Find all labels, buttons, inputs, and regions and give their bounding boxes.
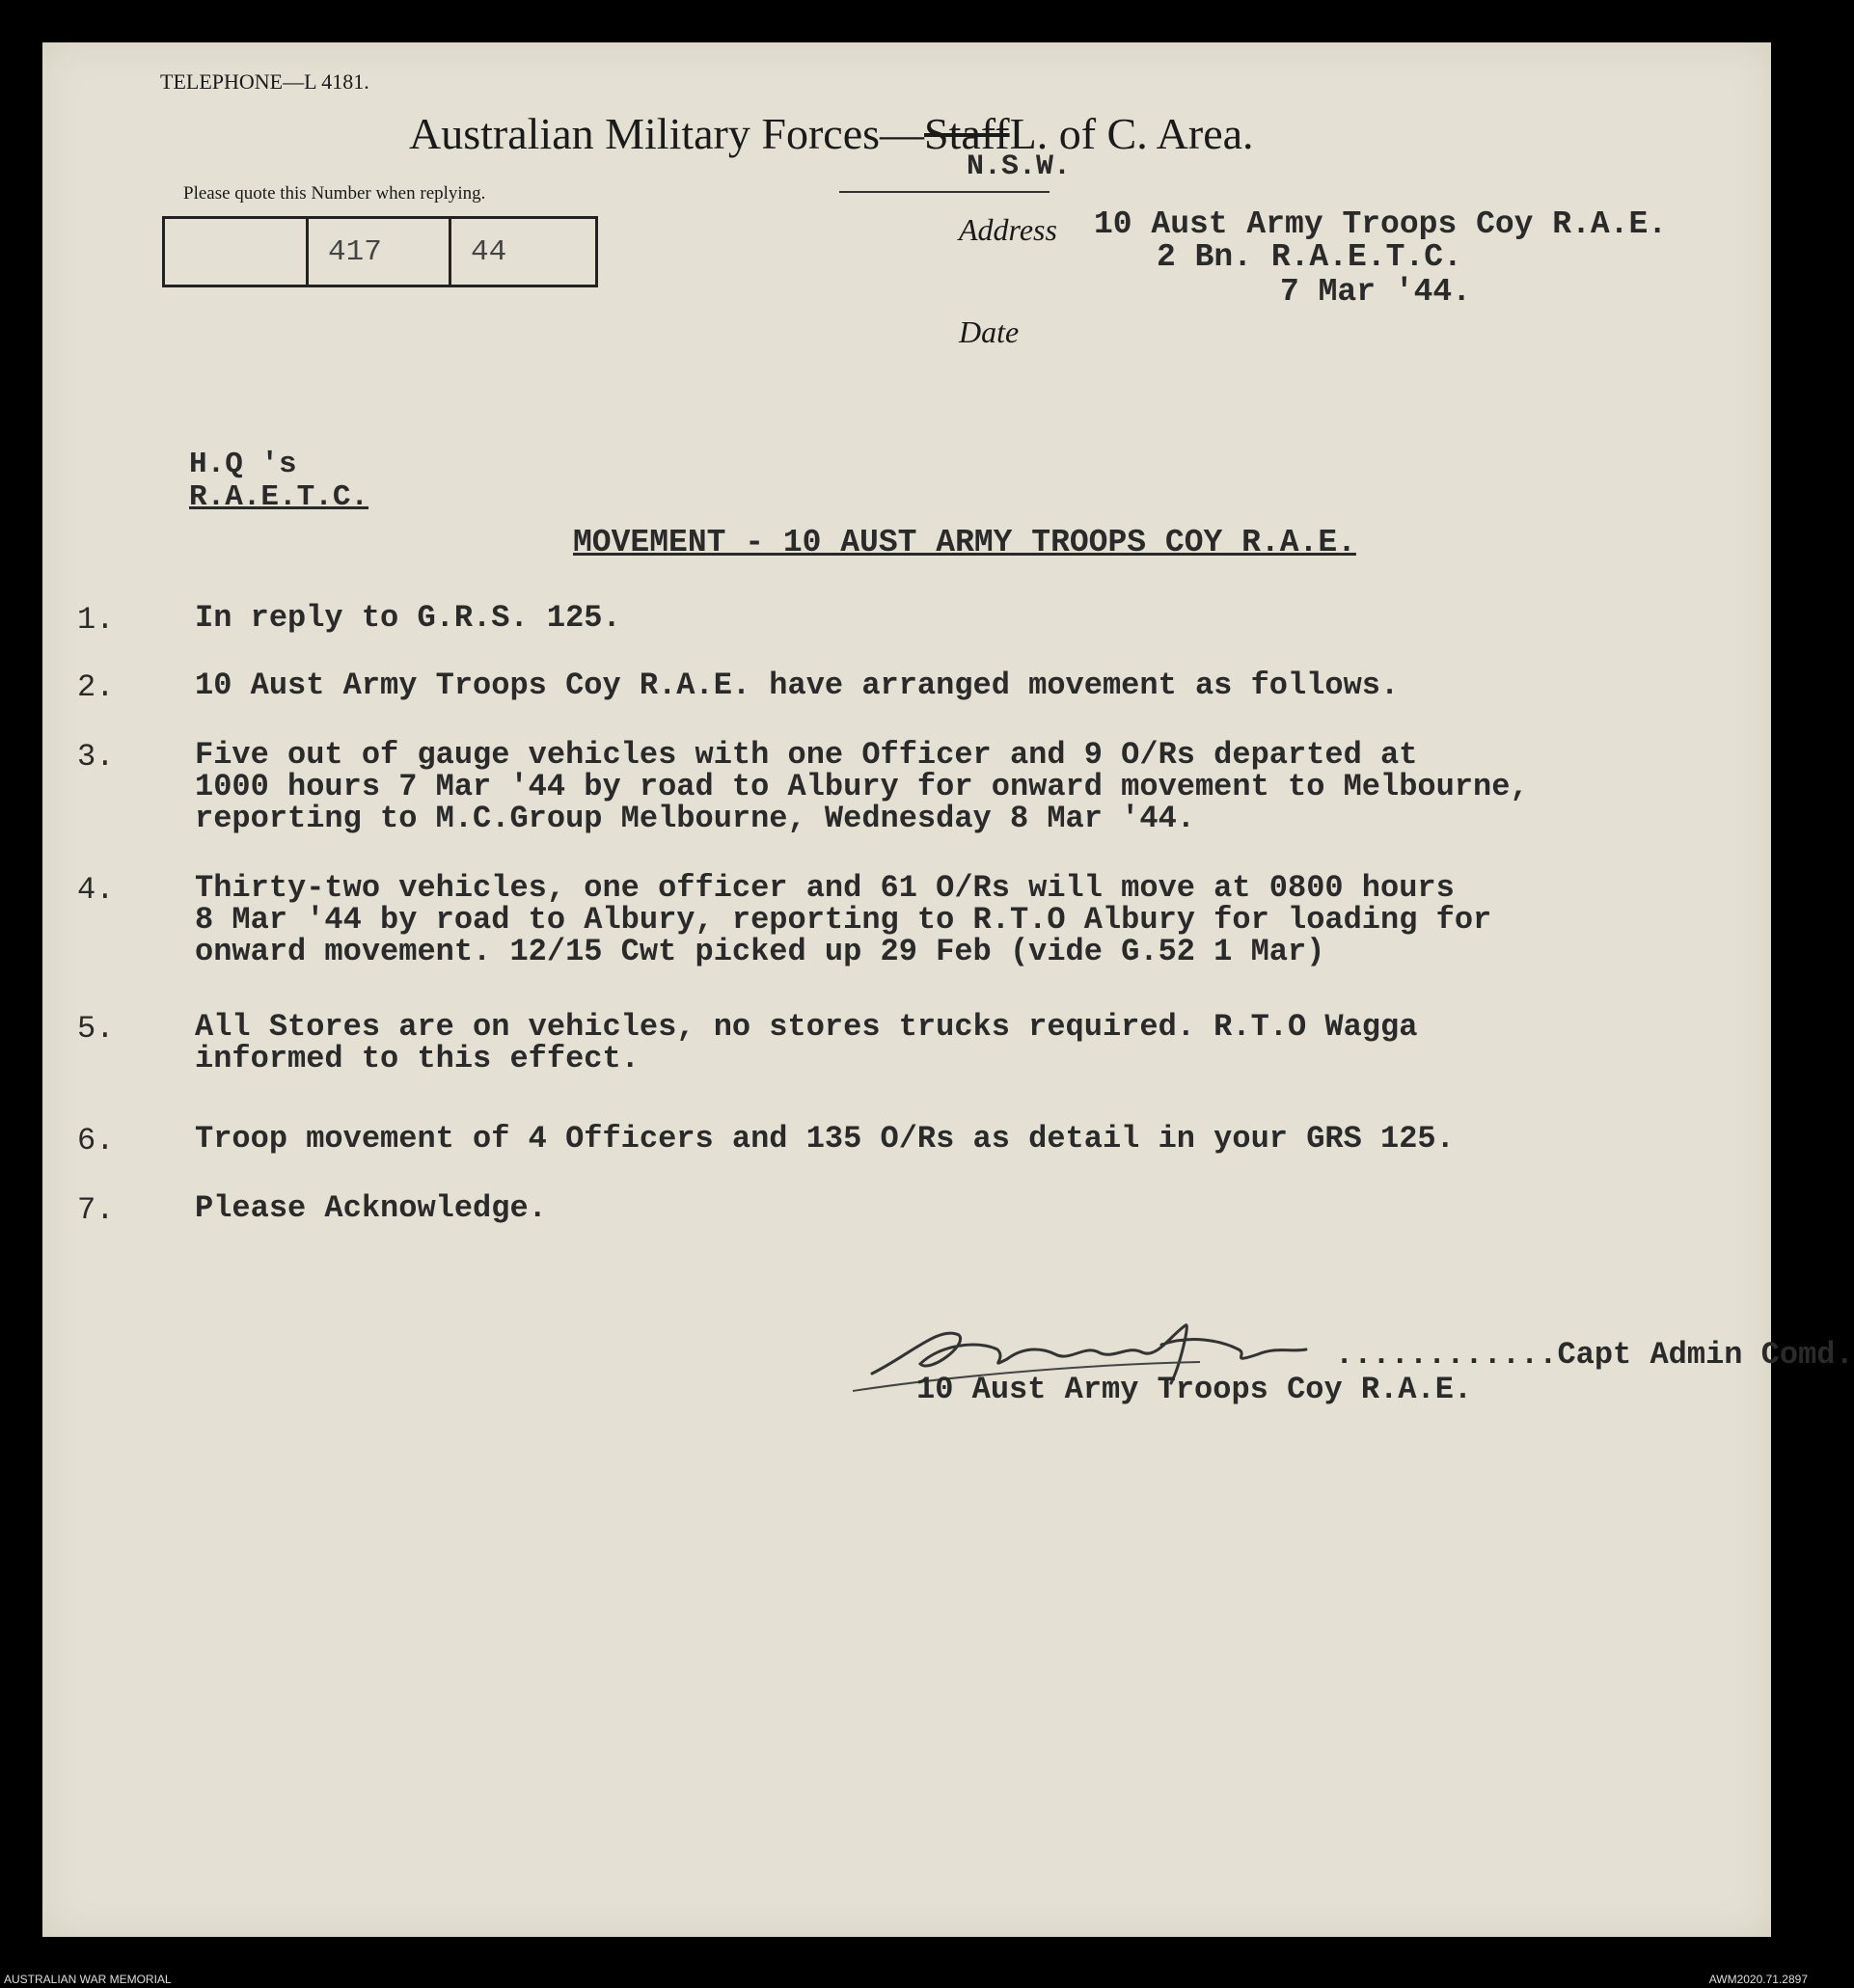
paragraph-line: onward movement. 12/15 Cwt picked up 29 Feb (vide G.52 1 Mar) xyxy=(195,934,1325,969)
paragraph-number: 7. xyxy=(77,1192,115,1228)
paragraph-line: Thirty-two vehicles, one officer and 61 O/Rs will move at 0800 hours xyxy=(195,870,1455,906)
paragraph-line: Please Acknowledge. xyxy=(195,1190,547,1226)
sender-address-line1: 10 Aust Army Troops Coy R.A.E. xyxy=(1094,206,1668,242)
state-typed: N.S.W. xyxy=(967,150,1072,183)
paragraph-line: 10 Aust Army Troops Coy R.A.E. have arranged movement as follows. xyxy=(195,667,1400,703)
subject-heading: MOVEMENT - 10 AUST ARMY TROOPS COY R.A.E. xyxy=(573,525,1356,560)
paragraph-line: 1000 hours 7 Mar '44 by road to Albury for onward movement to Melbourne, xyxy=(195,769,1529,804)
paragraph-number: 2. xyxy=(77,669,115,705)
paragraph-line: All Stores are on vehicles, no stores trucks required. R.T.O Wagga xyxy=(195,1009,1418,1045)
signatory-title xyxy=(1335,1337,1854,1373)
telephone-number: TELEPHONE—L 4181. xyxy=(160,69,369,94)
signature-title: Capt Admin Comd. xyxy=(1557,1337,1854,1373)
paragraph-line: informed to this effect. xyxy=(195,1041,640,1076)
state-underline xyxy=(839,191,1050,193)
letterhead-title xyxy=(409,108,1254,159)
paragraph-line: 8 Mar '44 by road to Albury, reporting to R.T.O Albury for loading for xyxy=(195,902,1492,938)
footer-accession: AWM2020.71.2897 xyxy=(1708,1973,1808,1986)
paragraph-number: 6. xyxy=(77,1123,115,1158)
ref-cell-2: 417 xyxy=(309,219,451,285)
signatory-unit: 10 Aust Army Troops Coy R.A.E. xyxy=(916,1372,1473,1407)
paragraph xyxy=(195,669,1399,701)
paragraph-number: 5. xyxy=(77,1011,115,1047)
letter-page xyxy=(42,42,1854,1937)
letter-date: 7 Mar '44. xyxy=(1280,274,1472,310)
paragraph-line: Troop movement of 4 Officers and 135 O/Rs as detail in your GRS 125. xyxy=(195,1121,1455,1157)
quote-note: Please quote this Number when replying. xyxy=(183,183,486,204)
title-struck: Staff xyxy=(924,109,1010,158)
title-rest: L. of C. Area. xyxy=(1009,109,1254,158)
reference-number-box xyxy=(162,216,598,287)
recipient-line1: H.Q 's xyxy=(189,448,297,481)
paragraph-number: 3. xyxy=(77,739,115,775)
recipient-line2: R.A.E.T.C. xyxy=(189,480,369,514)
date-label: Date xyxy=(959,314,1020,349)
paragraph xyxy=(195,1123,1455,1155)
paragraph-line: Five out of gauge vehicles with one Officer and 9 O/Rs departed at xyxy=(195,737,1418,773)
paragraph-line: In reply to G.R.S. 125. xyxy=(195,600,621,636)
signature-dots: ............ xyxy=(1335,1337,1558,1373)
paragraph xyxy=(195,602,621,634)
address-label: Address xyxy=(959,212,1057,247)
paragraph xyxy=(195,739,1529,834)
title-main: Australian Military Forces— xyxy=(409,109,925,158)
ref-cell-3: 44 xyxy=(471,234,507,269)
paragraph-number: 4. xyxy=(77,872,115,908)
paragraph xyxy=(195,1192,547,1224)
paragraph-number: 1. xyxy=(77,602,115,638)
paragraph xyxy=(195,872,1491,967)
footer-source: AUSTRALIAN WAR MEMORIAL xyxy=(4,1973,172,1986)
sender-address-line2: 2 Bn. R.A.E.T.C. xyxy=(1157,239,1462,275)
ref-cell-1 xyxy=(165,219,309,285)
paragraph-line: reporting to M.C.Group Melbourne, Wednesday 8 Mar '44. xyxy=(195,801,1195,836)
paragraph xyxy=(195,1011,1417,1075)
